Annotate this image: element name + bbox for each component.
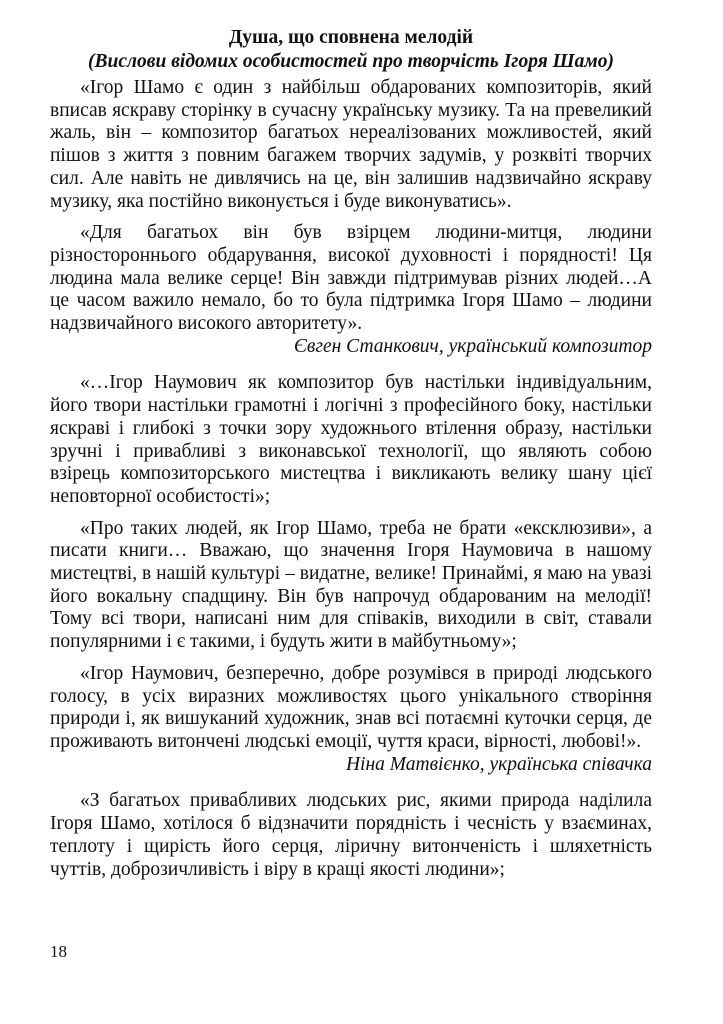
page-number: 18 (50, 942, 67, 961)
paragraph: «Про таких людей, як Ігор Шамо, треба не брати «ексклюзиви», а писати книги… Вважаю, що значення Ігоря Наумовича в нашому мистецтві, в нашій культурі – видатне, велике! Принаймі, я маю на увазі його вокальну спадщину. Він був напрочуд обдарованим на мелодії! Тому всі твори, написані ним для співаків, виходили в світ, ставали популярними і є такими, і будуть жити в майбутньому»; (50, 517, 652, 653)
paragraph: «…Ігор Наумович як композитор був настільки індивідуальним, його твори настільки грамотні і логічні з професійного боку, настільки яскраві і глибокі з точки зору художнього втілення образу, настільки зручні і привабливі з виконавської технології, що являють собою взірець композиторського мистецтва і викликають велику шану цієї неповторної особистості»; (50, 372, 652, 507)
paragraph: «Ігор Наумович, безперечно, добре розумівся в природі людського голосу, в усіх виразних можливостях цього унікального створіння природи і, як вишуканий художник, знав всі потаємні куточки серця, де проживають витончені людські емоції, чуття краси, вірності, любові!». (50, 662, 652, 752)
quote-attribution: Ніна Матвієнко, українська співачка (345, 753, 652, 775)
paragraph: «З багатьох привабливих людських рис, якими природа наділила Ігоря Шамо, хотілося б відзначити порядність і чесність у взаєминах, теплоту і щирість його серця, ліричну витонченість і шляхетність чуттів, доброзичливість і віру в кращі якості людини»; (50, 790, 652, 880)
page-subtitle: (Вислови відомих особистостей про творчість Ігоря Шамо) (88, 51, 614, 72)
quote-attribution: Євген Станкович, український композитор (293, 335, 652, 357)
document-page (50, 26, 652, 881)
paragraph: «Для багатьох він був взірцем людини-митця, людини різностороннього обдарування, високої духовності і порядності! Ця людина мала велике серце! Він завжди підтримував різних людей…А це часом важило немало, бо то була підтримка Ігоря Шамо – людини надзвичайного високого авторитету». (50, 222, 652, 335)
paragraph: «Ігор Шамо є один з найбільш обдарованих композиторів, який вписав яскраву сторінку в сучасну українську музику. Та на превеликий жаль, він – композитор багатьох нереалізованих можливостей, який пішов з життя з повним багажем творчих задумів, у розквіті творчих сил. Але навіть не дивлячись на це, він залишив надзвичайно яскраву музику, яка постійно виконується і буде виконуватись». (50, 77, 652, 212)
page-title: Душа, що сповнена мелодій (228, 27, 474, 48)
